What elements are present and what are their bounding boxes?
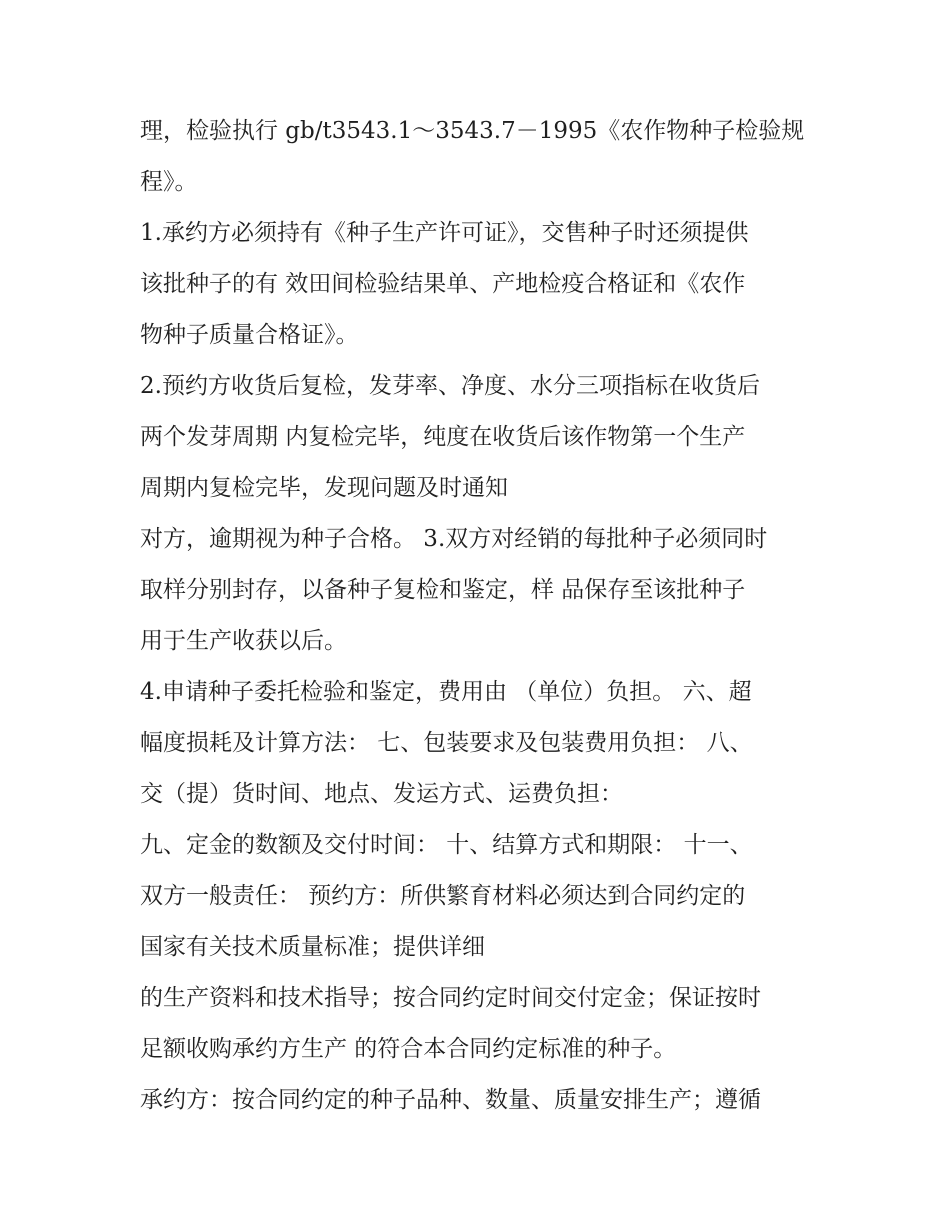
text-line: 程》。 xyxy=(140,169,198,195)
text-line: 双方一般责任： 预约方：所供繁育材料必须达到合同约定的 xyxy=(140,883,746,909)
document-body xyxy=(140,106,820,1126)
text-line: 周期内复检完毕，发现问题及时通知 xyxy=(140,475,508,501)
text-line: 理，检验执行 gb/t3543.1～3543.7－1995《农作物种子检验规 xyxy=(140,118,805,144)
text-line: 交（提）货时间、地点、发运方式、运费负担： xyxy=(140,781,623,807)
text-line: 1.承约方必须持有《种子生产许可证》，交售种子时还须提供 xyxy=(140,220,749,246)
text-line: 两个发芽周期 内复检完毕，纯度在收货后该作物第一个生产 xyxy=(140,424,746,450)
text-line: 足额收购承约方生产 的符合本合同约定标准的种子。 xyxy=(140,1036,677,1062)
text-line: 用于生产收获以后。 xyxy=(140,628,347,654)
text-line: 九、定金的数额及交付时间： 十、结算方式和期限： 十一、 xyxy=(140,832,753,858)
text-line: 物种子质量合格证》。 xyxy=(140,322,359,348)
text-line: 4.申请种子委托检验和鉴定，费用由 （单位）负担。 六、超 xyxy=(140,679,752,705)
text-line: 2.预约方收货后复检，发芽率、净度、水分三项指标在收货后 xyxy=(140,373,760,399)
text-line: 幅度损耗及计算方法： 七、包装要求及包装费用负担： 八、 xyxy=(140,730,753,756)
text-line: 国家有关技术质量标准；提供详细 xyxy=(140,934,485,960)
text-line: 取样分别封存，以备种子复检和鉴定，样 品保存至该批种子 xyxy=(140,577,746,603)
text-line: 的生产资料和技术指导；按合同约定时间交付定金；保证按时 xyxy=(140,985,761,1011)
text-line: 对方，逾期视为种子合格。 3.双方对经销的每批种子必须同时 xyxy=(140,526,768,552)
text-line: 该批种子的有 效田间检验结果单、产地检疫合格证和《农作 xyxy=(140,271,746,297)
text-line: 承约方：按合同约定的种子品种、数量、质量安排生产；遵循 xyxy=(140,1087,761,1113)
